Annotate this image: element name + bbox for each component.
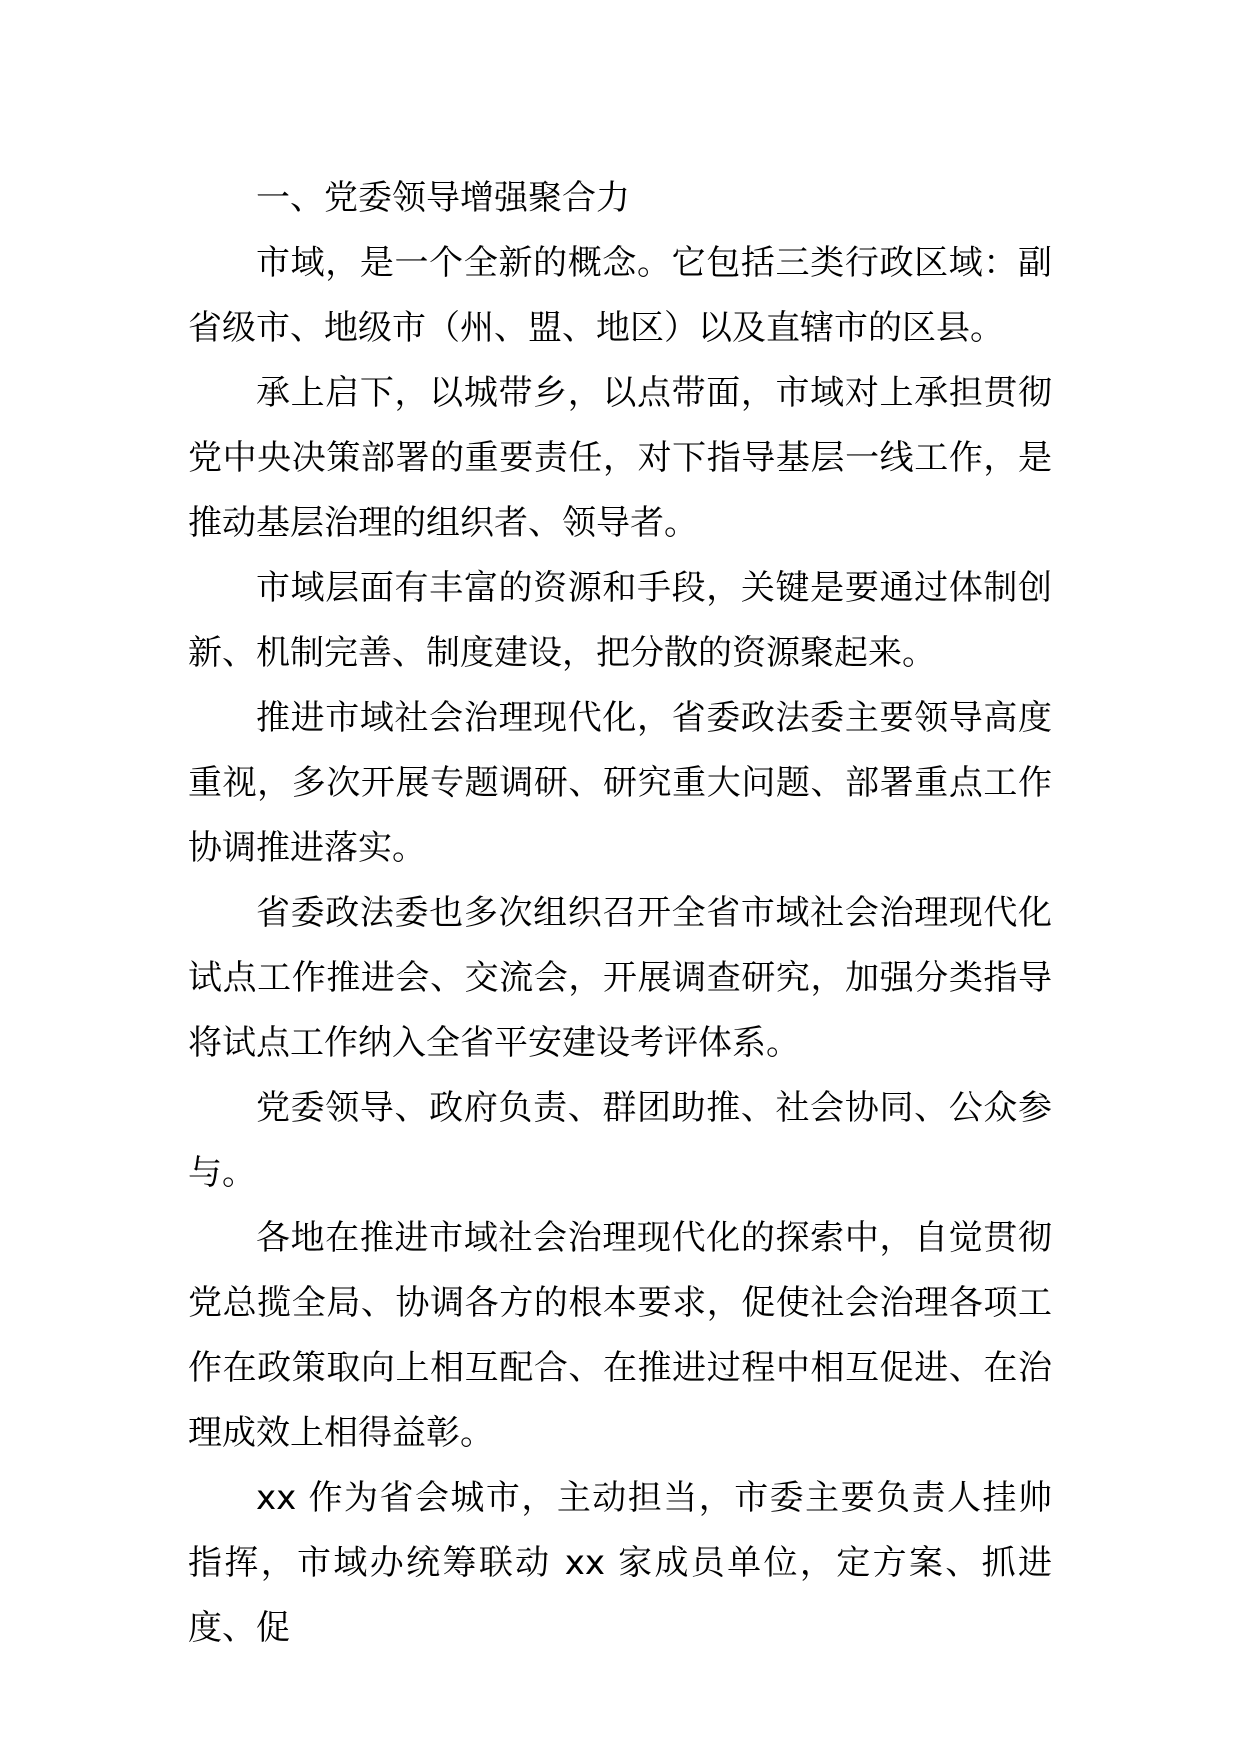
paragraph: 市域层面有丰富的资源和手段，关键是要通过体制创新、机制完善、制度建设，把分散的资源聚起来。 (188, 568, 1052, 673)
section-heading: 一、党委领导增强聚合力 (256, 178, 630, 218)
paragraph: 推进市域社会治理现代化，省委政法委主要领导高度重视，多次开展专题调研、研究重大问题、部署重点工作协调推进落实。 (188, 698, 1052, 868)
document-body (188, 166, 1052, 1661)
paragraph: 承上启下，以城带乡，以点带面，市域对上承担贯彻党中央决策部署的重要责任，对下指导基层一线工作，是推动基层治理的组织者、领导者。 (188, 373, 1052, 543)
paragraph: 各地在推进市域社会治理现代化的探索中，自觉贯彻党总揽全局、协调各方的根本要求，促使社会治理各项工作在政策取向上相互配合、在推进过程中相互促进、在治理成效上相得益彰。 (188, 1218, 1052, 1453)
paragraph: 市域，是一个全新的概念。它包括三类行政区域：副省级市、地级市（州、盟、地区）以及直辖市的区县。 (188, 243, 1052, 348)
paragraph: xx 作为省会城市，主动担当，市委主要负责人挂帅指挥，市域办统筹联动 xx 家成员单位，定方案、抓进度、促 (188, 1478, 1052, 1648)
paragraph: 省委政法委也多次组织召开全省市域社会治理现代化试点工作推进会、交流会，开展调查研究，加强分类指导将试点工作纳入全省平安建设考评体系。 (188, 893, 1052, 1063)
paragraph: 党委领导、政府负责、群团助推、社会协同、公众参与。 (188, 1088, 1052, 1193)
